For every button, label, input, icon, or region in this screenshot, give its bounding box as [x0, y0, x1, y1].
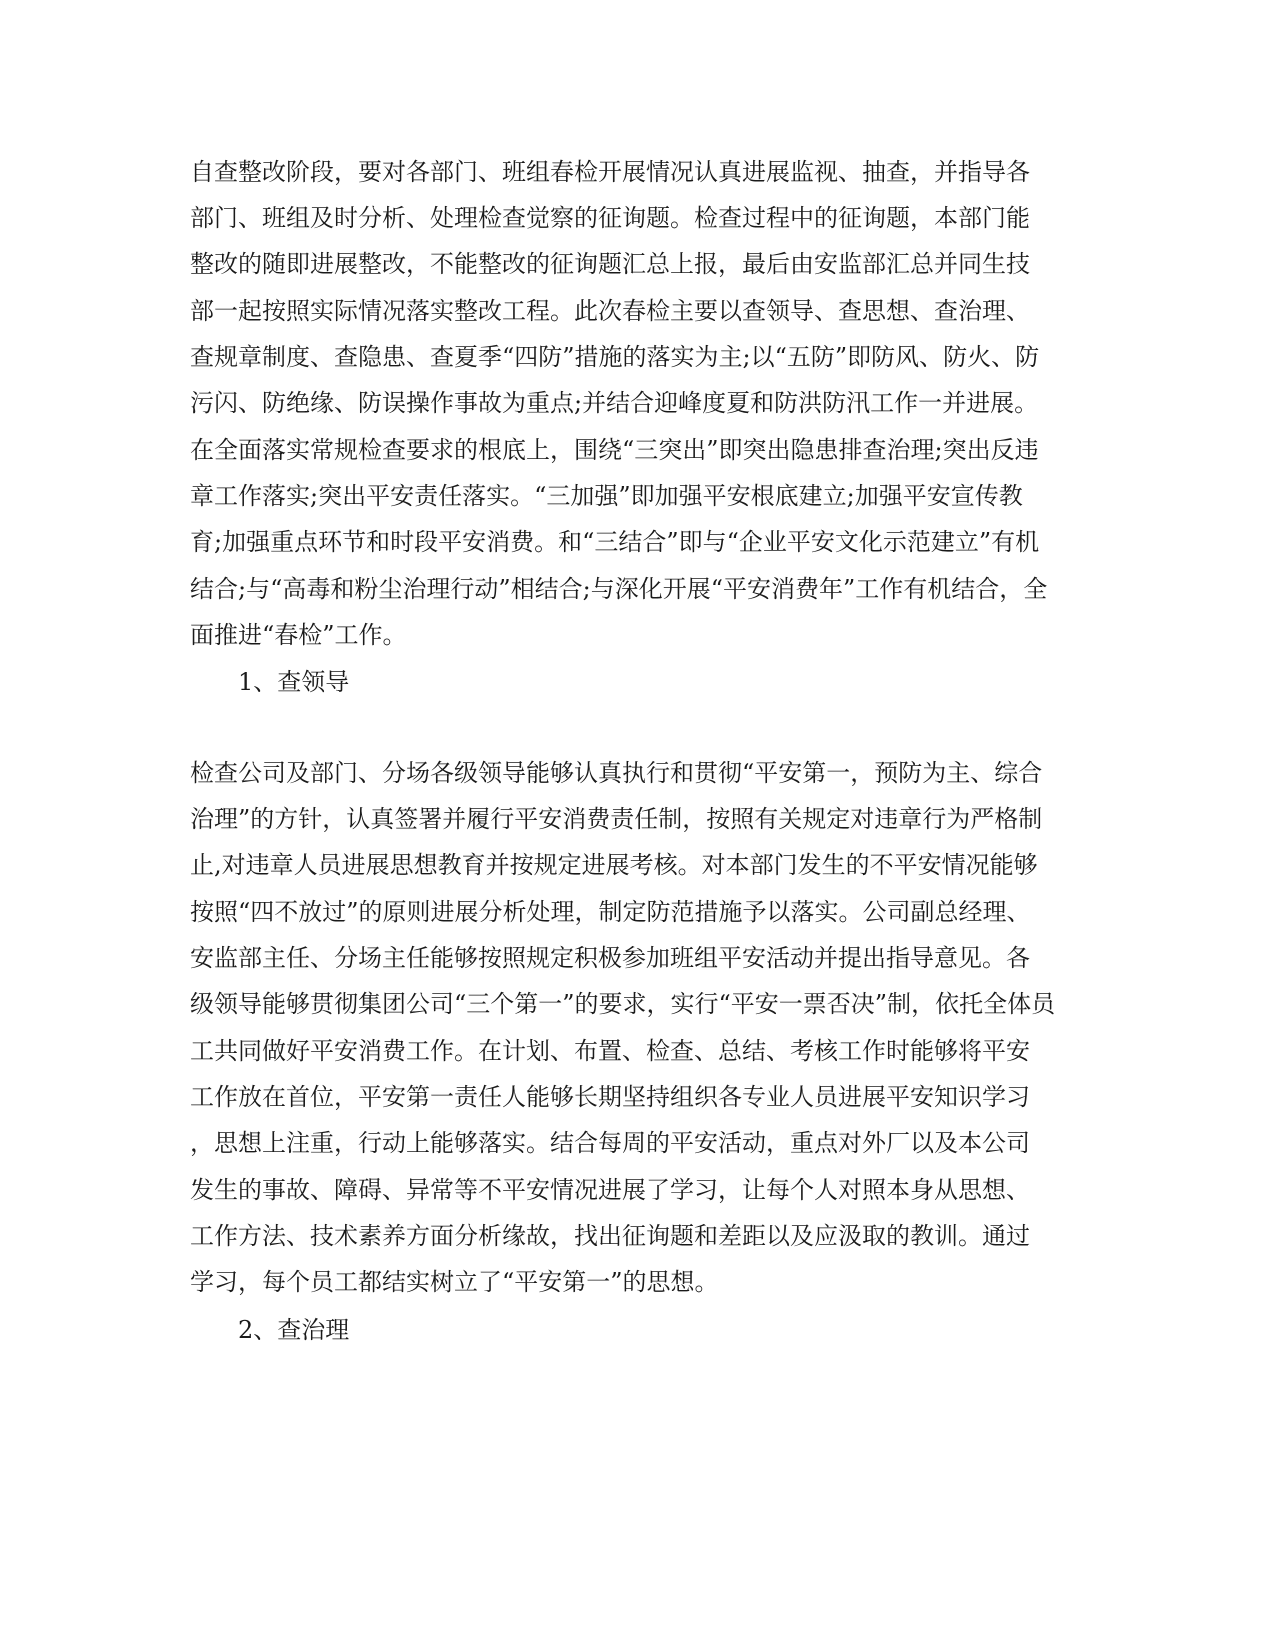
paragraph-line: 级领导能够贯彻集团公司“三个第一”的要求，实行“平安一票否决”制，依托全体员: [190, 990, 1056, 1018]
section-heading-leadership: 1、查领导: [238, 668, 350, 696]
paragraph-line: 学习，每个员工都结实树立了“平安第一”的思想。: [190, 1268, 719, 1296]
paragraph-line: 部门、班组及时分析、处理检查觉察的征询题。检查过程中的征询题，本部门能: [190, 204, 1030, 232]
paragraph-line: 止,对违章人员进展思想教育并按规定进展考核。对本部门发生的不平安情况能够: [190, 851, 1038, 879]
paragraph-line: 查规章制度、查隐患、查夏季“四防”措施的落实为主;以“五防”即防风、防火、防: [190, 343, 1040, 371]
paragraph-line: 面推进“春检”工作。: [190, 621, 407, 649]
paragraph-line: 自查整改阶段，要对各部门、班组春检开展情况认真进展监视、抽查，并指导各: [190, 158, 1030, 186]
paragraph-line: 工共同做好平安消费工作。在计划、布置、检查、总结、考核工作时能够将平安: [190, 1037, 1030, 1065]
paragraph-line: 发生的事故、障碍、异常等不平安情况进展了学习，让每个人对照本身从思想、: [190, 1176, 1030, 1204]
paragraph-line: 工作放在首位，平安第一责任人能够长期坚持组织各专业人员进展平安知识学习: [190, 1083, 1030, 1111]
paragraph-line: 检查公司及部门、分场各级领导能够认真执行和贯彻“平安第一，预防为主、综合: [190, 759, 1043, 787]
paragraph-line: 结合;与“高毒和粉尘治理行动”相结合;与深化开展“平安消费年”工作有机结合，全: [190, 575, 1048, 603]
section-heading-management: 2、查治理: [238, 1316, 350, 1344]
paragraph-line: 章工作落实;突出平安责任落实。“三加强”即加强平安根底建立;加强平安宣传教: [190, 482, 1023, 510]
paragraph-line: 安监部主任、分场主任能够按照规定积极参加班组平安活动并提出指导意见。各: [190, 944, 1030, 972]
paragraph-line: 在全面落实常规检查要求的根底上，围绕“三突出”即突出隐患排查治理;突出反违: [190, 436, 1039, 464]
paragraph-line: ，思想上注重，行动上能够落实。结合每周的平安活动，重点对外厂以及本公司: [190, 1129, 1030, 1157]
paragraph-line: 整改的随即进展整改，不能整改的征询题汇总上报，最后由安监部汇总并同生技: [190, 250, 1030, 278]
paragraph-line: 按照“四不放过”的原则进展分析处理，制定防范措施予以落实。公司副总经理、: [190, 898, 1031, 926]
paragraph-line: 工作方法、技术素养方面分析缘故，找出征询题和差距以及应汲取的教训。通过: [190, 1222, 1030, 1250]
paragraph-line: 育;加强重点环节和时段平安消费。和“三结合”即与“企业平安文化示范建立”有机: [190, 528, 1040, 556]
paragraph-line: 治理”的方针，认真签署并履行平安消费责任制，按照有关规定对违章行为严格制: [190, 805, 1043, 833]
paragraph-line: 部一起按照实际情况落实整改工程。此次春检主要以查领导、查思想、查治理、: [190, 297, 1030, 325]
paragraph-line: 污闪、防绝缘、防误操作事故为重点;并结合迎峰度夏和防洪防汛工作一并进展。: [190, 389, 1039, 417]
